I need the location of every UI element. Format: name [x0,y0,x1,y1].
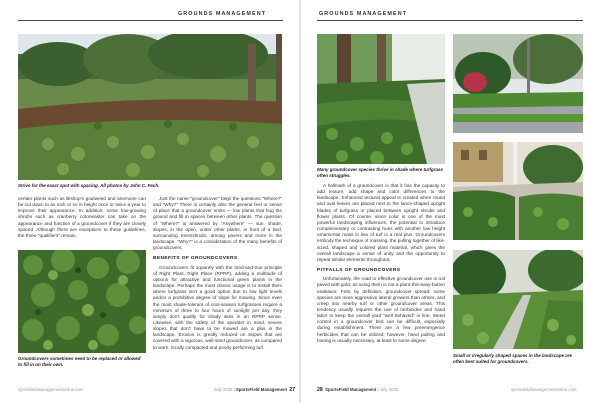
right-footer-info: 28 SportsField Management | July 2025 [317,387,399,393]
left-col2-body: Groundcovers fit squarely with the tried-and-true principle of Right Plant, Right Place (RPRP), adding a multitude of options for attractive and functional green plants in the landscape. Perhaps the most classic usage is to install them where turfgrass isn't a good option due to low light levels and/or a prohibitive degree of slope for mowing. Since even the most shade-tolerant of cool-season turfgrasses require a minimum of three to four hours of sunlight per day, they simply don't qualify for shady sites in an RPRP sense. Likewise, with the safety of the operator in mind, severe slopes that don't have to be mowed are a plus in the landscape. Erosion is greatly reduced on slopes that are covered with a vigorous, well-sited groundcover, as compared to worn, locally compacted and poorly performing turf. [153,264,282,350]
right-footer-mag: SportsField Management [325,387,377,392]
right-page [301,0,600,403]
photo-building-groundcover [453,142,583,240]
left-footer-issue: July 2025 [214,387,233,392]
right-col1-text [317,183,445,344]
right-header-rule [317,20,583,21]
photo-street-groundcover [453,34,583,133]
left-col1-text [18,196,146,239]
right-page-number: 28 [317,387,323,393]
right-caption-right: Small or irregularly shaped spaces in the landscape are often best suited for groundcovers. [453,353,573,364]
photo-shade-groundcover [317,34,445,164]
right-footer-site: sportsfieldmanagementonline.com [511,387,577,392]
left-page-number: 27 [289,387,296,393]
right-col1-body: Unfortunately, the road to effective groundcover use is not paved with gold, as using them is not a plant-this-easy-button endeavor. First, by definition, groundcover spread; some species are more aggressive lateral growers than others, and creep into nearby turf or other groundcover areas. This tendency usually requires the use of herbicides and hand labor to keep the overall yard "well behaved" in line. Weed control in a groundcover bed can be difficult, especially during establishment. There are a few preemergence herbicides that can be utilized; however, hand pulling and hoeing is usually necessary, at least to some degree. [317,276,445,343]
photo-groundcover-closeup [18,250,146,353]
left-col2-text [153,196,282,351]
right-caption-left: Many groundcover species thrive in shade where turfgrass often struggles. [317,167,444,178]
right-col1-subhead: PITFALLS OF GROUNDCOVERS [317,268,401,274]
left-caption-top: Strive for the exact spot with spacing. All photos by John C. Fech. [18,183,160,188]
left-caption-bottom: Groundcovers sometimes need to be replaced or allowed to fill in on their own. [18,356,141,367]
right-col1-intro: A hallmark of a groundcover is that it has the capacity to add texture, add shape and color differences to the landscape. Enhanced textural appeal is created when round and oval leaves are placed next to the lance-shaped upright blades of turfgrass or placed between upright shrubs and flower plants. Of course, since color is one of the most powerful landscaping influences, the potential to introduce complementary or contrasting hues with another low height ornamental mass in lieu of turf is a real plus. Groundcovers embody the technique of massing, the pulling together of like-sized, shaped and colored plant material, which gives the overall landscape a sense of unity and the opportunity to repeat similar elements throughout. [317,183,445,262]
photo-groundcover-bed [18,34,282,180]
right-header-label: GROUNDS MANAGEMENT [319,11,408,17]
left-footer-mag: SportsField Management [235,387,288,392]
right-footer-issue: July 2025 [379,387,399,392]
left-col2-subhead: BENEFITS OF GROUNDCOVERS [153,256,238,262]
left-col1-paragraph: certain plants such as Bishop's goutweed and anemone can be cut down to an inch or so in height once or twice a year to improve their appearance. In addition, some low-growing shrubs such as cranberry cotoneaster can take on the appearance and function of a groundcover if they are closely spaced. Although there are exceptions to these guidelines, the three "qualifiers" remain. [18,196,146,238]
photo-irregular-space [453,250,583,349]
left-footer-site: sportsfieldmanagementonline.com [18,387,84,392]
left-page [0,0,299,403]
left-header-rule [18,20,283,21]
left-col2-intro: Just the name "groundcover" begs the questions "Where?" and "Why?" There is certainly also the general feel or sense of place that a groundcover emits — low plants that hug the ground and fill in spaces between other plants. The question of "Where?" is answered by "Anywhere" — sun, shade, slopes, in the open, under other plants, in front of a bed, surrounding trees/shrubs, among pavers and more in the landscape. "Why?" is a consideration of the many benefits of groundcovers. [153,196,282,251]
left-footer-info: July 2025 | SportsField Management 27 [214,387,296,393]
left-header-label: GROUNDS MANAGEMENT [178,11,267,17]
